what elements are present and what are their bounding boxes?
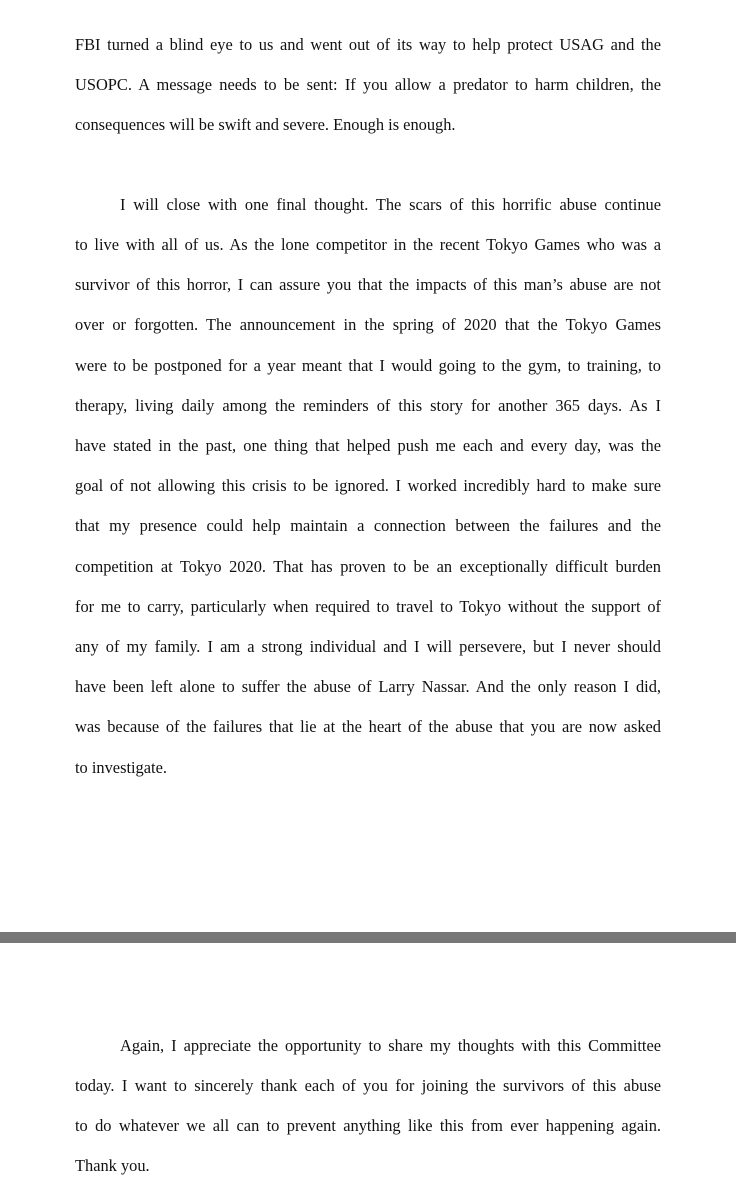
text-line: that my presence could help maintain a connection between the failures and the bbox=[75, 516, 661, 535]
text-line: to live with all of us. As the lone competitor in the recent Tokyo Games who was a bbox=[75, 235, 661, 254]
page-1-paragraph-top bbox=[75, 35, 661, 145]
text-line: to do whatever we all can to prevent anything like this from ever happening again. bbox=[75, 1116, 661, 1135]
text-line: today. I want to sincerely thank each of you for joining the survivors of this abuse bbox=[75, 1076, 661, 1095]
page-2-paragraph-thanks bbox=[75, 1036, 661, 1176]
text-line: was because of the failures that lie at the heart of the abuse that you are now asked bbox=[75, 717, 661, 736]
text-line: Again, I appreciate the opportunity to share my thoughts with this Committee bbox=[120, 1036, 661, 1055]
text-line: to investigate. bbox=[75, 758, 167, 777]
page-divider bbox=[0, 932, 736, 943]
text-line: USOPC. A message needs to be sent: If you allow a predator to harm children, the bbox=[75, 75, 661, 94]
text-line: over or forgotten. The announcement in the spring of 2020 that the Tokyo Games bbox=[75, 315, 661, 334]
text-line: any of my family. I am a strong individual and I will persevere, but I never should bbox=[75, 637, 661, 656]
text-line: were to be postponed for a year meant that I would going to the gym, to training, to bbox=[75, 356, 661, 375]
text-line: competition at Tokyo 2020. That has proven to be an exceptionally difficult burden bbox=[75, 557, 661, 576]
text-line: I will close with one final thought. The scars of this horrific abuse continue bbox=[120, 195, 661, 214]
text-line: consequences will be swift and severe. Enough is enough. bbox=[75, 115, 456, 134]
text-line: therapy, living daily among the reminders of this story for another 365 days. As I bbox=[75, 396, 661, 415]
text-line: goal of not allowing this crisis to be ignored. I worked incredibly hard to make sure bbox=[75, 476, 661, 495]
text-line: FBI turned a blind eye to us and went out of its way to help protect USAG and the bbox=[75, 35, 661, 54]
text-line: have been left alone to suffer the abuse of Larry Nassar. And the only reason I did, bbox=[75, 677, 661, 696]
text-line: for me to carry, particularly when required to travel to Tokyo without the support of bbox=[75, 597, 661, 616]
text-line: survivor of this horror, I can assure you that the impacts of this man’s abuse are not bbox=[75, 275, 661, 294]
page-1-paragraph-closing bbox=[75, 195, 661, 795]
text-line: Thank you. bbox=[75, 1156, 150, 1175]
text-line: have stated in the past, one thing that helped push me each and every day, was the bbox=[75, 436, 661, 455]
